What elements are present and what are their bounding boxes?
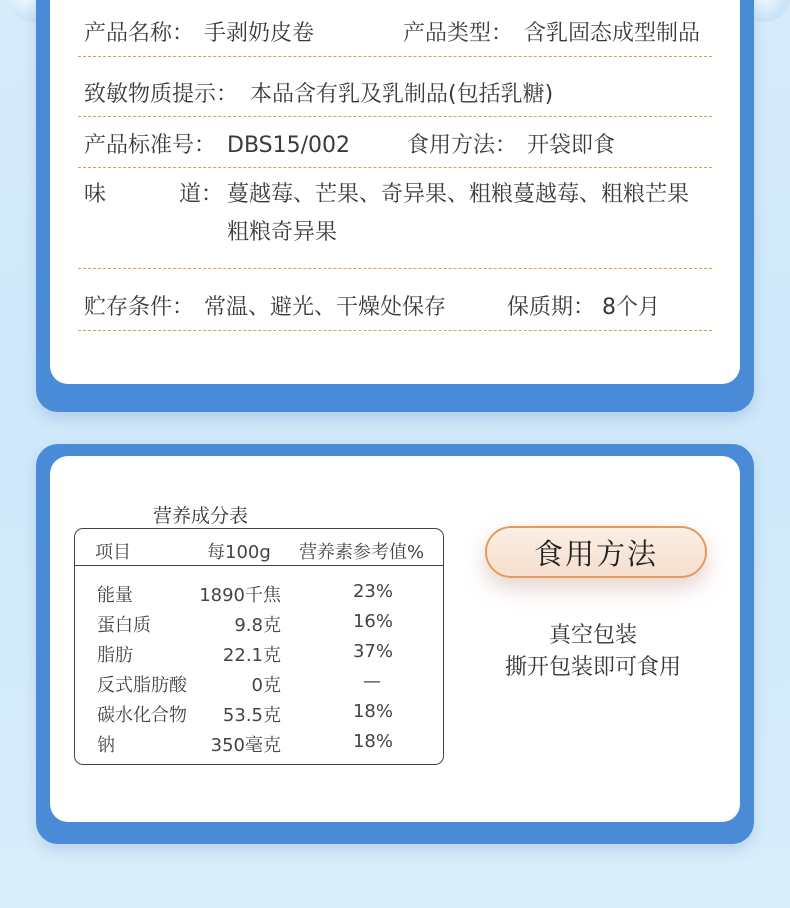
nutrition-table-header-divider	[75, 565, 443, 566]
nutrient-amount: 9.8克	[234, 615, 281, 636]
nutrient-name: 碳水化合物	[97, 705, 187, 726]
nutrient-amount: 22.1克	[222, 645, 281, 666]
usage-line-open: 撕开包装即可食用	[504, 655, 681, 680]
nutrition-table-title: 营养成分表	[153, 505, 249, 527]
nutrient-amount: 1890千焦	[199, 585, 281, 606]
usage-value: 开袋即食	[527, 133, 616, 158]
nutrient-nrv: 16%	[352, 611, 393, 632]
standard-label: 产品标准号：	[84, 133, 217, 158]
product-type-value: 含乳固态成型制品	[524, 21, 701, 46]
nutrient-amount: 350毫克	[210, 735, 281, 756]
nutrition-header-item: 项目	[95, 542, 131, 563]
nutrient-name: 反式脂肪酸	[97, 675, 187, 696]
nutrition-header-nrv: 营养素参考值%	[299, 542, 425, 563]
nutrient-amount: 53.5克	[222, 705, 281, 726]
product-name-value: 手剥奶皮卷	[204, 21, 315, 46]
allergen-value: 本品含有乳及乳制品(包括乳糖)	[250, 82, 554, 107]
shelf-life-label: 保质期：	[507, 295, 596, 320]
flavor-label-1: 味	[84, 182, 107, 207]
flavor-value-line1: 蔓越莓、芒果、奇异果、粗粮蔓越莓、粗粮芒果	[227, 182, 690, 207]
usage-line-vacuum: 真空包装	[548, 623, 637, 648]
shelf-life-value: 8个月	[602, 295, 660, 320]
storage-label: 贮存条件：	[84, 295, 195, 320]
usage-label: 食用方法：	[407, 133, 518, 158]
divider	[78, 167, 712, 168]
nutrient-nrv: 18%	[352, 731, 393, 752]
nutrient-name: 蛋白质	[97, 615, 151, 636]
nutrient-nrv: 37%	[352, 641, 393, 662]
usage-method-badge: 食用方法	[485, 526, 707, 578]
divider	[78, 56, 712, 57]
nutrient-amount: 0克	[251, 675, 281, 696]
product-type-label: 产品类型：	[403, 21, 514, 46]
nutrient-nrv: 23%	[352, 581, 393, 602]
nutrient-nrv: —	[363, 671, 381, 692]
flavor-label-2: 道：	[179, 182, 224, 207]
divider	[78, 330, 712, 331]
nutrient-name: 能量	[97, 585, 133, 606]
standard-value: DBS15/002	[227, 133, 351, 158]
divider	[78, 268, 712, 269]
flavor-value-line2: 粗粮奇异果	[227, 220, 338, 245]
nutrient-nrv: 18%	[352, 701, 393, 722]
storage-value: 常温、避光、干燥处保存	[204, 295, 447, 320]
row-flavor	[84, 184, 724, 248]
nutrient-name: 脂肪	[97, 645, 133, 666]
product-name-label: 产品名称：	[84, 21, 195, 46]
allergen-label: 致敏物质提示：	[84, 82, 239, 107]
divider	[78, 116, 712, 117]
nutrition-header-per100g: 每100g	[207, 542, 271, 563]
nutrient-name: 钠	[97, 735, 115, 756]
nutrition-table	[74, 528, 444, 765]
